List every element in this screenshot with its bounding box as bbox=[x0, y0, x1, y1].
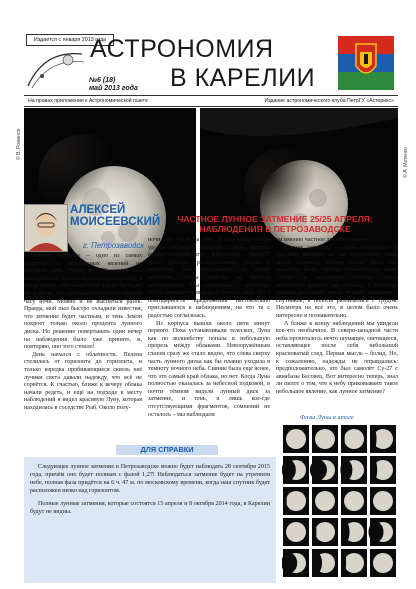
moon-phase-cell bbox=[312, 425, 338, 453]
moon-phase-cell bbox=[283, 518, 309, 546]
masthead-logo bbox=[24, 46, 86, 92]
article-paragraph: День начался с облачности. Пелена стелилась от горизонта до горизонта, и только изредка пробивающиеся сквозь неё лучики света давали надежду, что всё не сорвётся. К счастью, ближе к вечеру облака начали редеть, и ещё на подходе к месту наблюдений я видел красивую Луну, которая находилась в соседстве Рыб. Около полу- bbox=[24, 351, 142, 411]
subtitle-right: Издание астрономического клуба ПетрГУ «Астерикс» bbox=[264, 98, 394, 104]
moon-phase-cell bbox=[312, 487, 338, 515]
author-name bbox=[70, 204, 160, 228]
photo-credit-right: © А. Метенко bbox=[403, 147, 409, 178]
headline-line2: НАБЛЮДЕНИЯ В ПЕТРОЗАВОДСКЕ bbox=[199, 224, 351, 234]
article-paragraph: ем именно частное лунное затмение. bbox=[276, 237, 371, 243]
note-box bbox=[24, 457, 276, 583]
since-label: Издается с января 2013 года bbox=[26, 34, 114, 46]
author-photo bbox=[24, 204, 68, 252]
phases-title: Фазы Луны в итоге bbox=[300, 414, 354, 421]
newspaper-title-line1: АСТРОНОМИЯ bbox=[90, 35, 274, 63]
moon-phase-cell bbox=[370, 549, 396, 577]
moon-phases-grid bbox=[282, 424, 398, 584]
moon-phase-cell bbox=[341, 549, 367, 577]
moon-phase-cell bbox=[340, 456, 367, 484]
moon-phase-cell bbox=[370, 425, 396, 453]
article-paragraph: Лунное затмение – очень интересное и красивое явление, но оно продлилось лишь около получаса, потому одной Луны нам оказалось мало. Удалось пронаблюдать также Сатурн и заходящий Юпитер. Здесь облачность мешала уже сильнее. У Юпитера удалось разглядеть три из четырёх галилеевых спутников, а полосы различались с трудом. Несмотря на всё это, в целом было очень интересно и познавательно. bbox=[276, 244, 398, 319]
article-column-3 bbox=[276, 237, 398, 409]
note-title: ДЛЯ СПРАВКИ bbox=[116, 445, 218, 455]
moon-phase-cell bbox=[341, 518, 367, 546]
moon-phase-cell bbox=[282, 456, 309, 484]
moon-phase-cell bbox=[341, 425, 367, 453]
moon-phase-cell bbox=[312, 518, 338, 546]
moon-phase-cell bbox=[283, 487, 309, 515]
newspaper-title-line2: В КАРЕЛИИ bbox=[170, 64, 316, 92]
article-paragraph: А ближе к концу наблюдений мы увидели кое-что необычное. В северо-западной части неба прочиталось нечто шумящее, светящееся, оставляющее после себя небольшой красноватый след. Первая мысль – болид. Но, к сожалению, надежды не оправдались: предположительно, это был самолёт Су-27 с авиабазы Бесовец. Вот интересно теперь, знал ли пилот о том, что к небу приковывают такое небольшое явление, как лунное затмение? bbox=[276, 320, 398, 395]
moon-phase-cell bbox=[370, 487, 396, 515]
moon-phase-cell bbox=[341, 487, 367, 515]
moon-phase-cell bbox=[310, 456, 338, 484]
author-last-name: МОИСЕЕВСКИЙ bbox=[70, 216, 161, 228]
moon-phase-cell bbox=[282, 549, 309, 577]
moon-phase-cell bbox=[283, 425, 309, 453]
subtitle-bar bbox=[24, 95, 398, 107]
article-paragraph: ночи она была на юге, и нам было очень удобно наблюдать затмение с двора корпуса физико-технического факультета ПетрГУ. Даже фонари, расположенные рядом с корпусом, нам предложили на время потушить, чтобы засветка не мешала наблюдениям. Мы отказались – непогода, чтобы шиворот-навыворот тёмного неба. Но я благодарность предложения настоятельно приславшихся к наблюдениям, на что та с радостью согласилась. bbox=[148, 237, 270, 319]
moon-phase-cell bbox=[312, 549, 338, 577]
headline-line1: ЧАСТНОЕ ЛУННОЕ ЗАТМЕНИЕ 25/25 АПРЕЛЯ: bbox=[177, 214, 373, 224]
article-column-1 bbox=[24, 253, 142, 443]
karelia-flag-emblem bbox=[338, 36, 394, 90]
note-paragraph: Следующее лунное затмение в Петрозаводске можно будет наблюдать 28 сентября 2015 года, причём оно будет полным с фазой 1,27! Наблюдаться затмение будет на утреннем небе, полная фаза придётся на 6 ч. 47 м. по московскому времени, когда наш спутник будет расположен низко над горизонтом. bbox=[30, 464, 270, 494]
moon-phase-cell bbox=[370, 456, 396, 484]
article-headline bbox=[152, 214, 398, 234]
photo-credit-left: © В. Романов bbox=[16, 128, 22, 160]
subtitle-left: На правах приложения к Астрономической газете bbox=[28, 98, 148, 104]
issue-number: №6 (18) bbox=[89, 77, 116, 84]
issue-date: май 2013 года bbox=[89, 85, 138, 92]
author-city: г. Петрозаводск bbox=[83, 241, 145, 250]
article-paragraph: Из корпуса вышли около пяти минут первого. Пока устанавливали телескоп, Луна как по волшебству попала в небольшую прорезь между облаками. Невооружённым глазом сразу же стало видно, что слева сверху часть лунного диска как бы плавно уходила в темноту ночного неба. Сияние была ещё яснее, что это самый край облака, но нет. Когда Луна полностью оказалась за небесной подковой, в почти тёмном видели лунный диск за затмение, и тень, и лишь кое-где отсутствующими фрагментов, сомнений не осталось – мы наблюдаем bbox=[148, 320, 270, 418]
article-column-2 bbox=[148, 237, 270, 445]
author-first-name: АЛЕКСЕЙ bbox=[70, 204, 126, 216]
issue-info bbox=[89, 77, 138, 93]
moon-phase-cell bbox=[368, 518, 396, 546]
note-paragraph: Полные лунные затмения, которые состоятся 15 апреля и 8 октября 2014 года, в Карелии будут не видны. bbox=[30, 500, 270, 515]
article-paragraph: Лунное затмение – одно из самых заметных и живописных явлений на звёздном небе. Узнав, что 25 апреля нам выпадет шанс пронаблюдать такую красоту, я сразу решил, что мимо меня это не пройдёт. Ну и пусть, что затмение состоится в первом часу ночи. Можно и не выспаться разок. Правда, мой пыл быстро охладили известия, что затмение будет частным, и тень Земли покроет только около процента лунного диска. Но решение повертывать один вечер на наблюдения было уже принято, и, повторяю, оно того стоило! bbox=[24, 253, 142, 351]
